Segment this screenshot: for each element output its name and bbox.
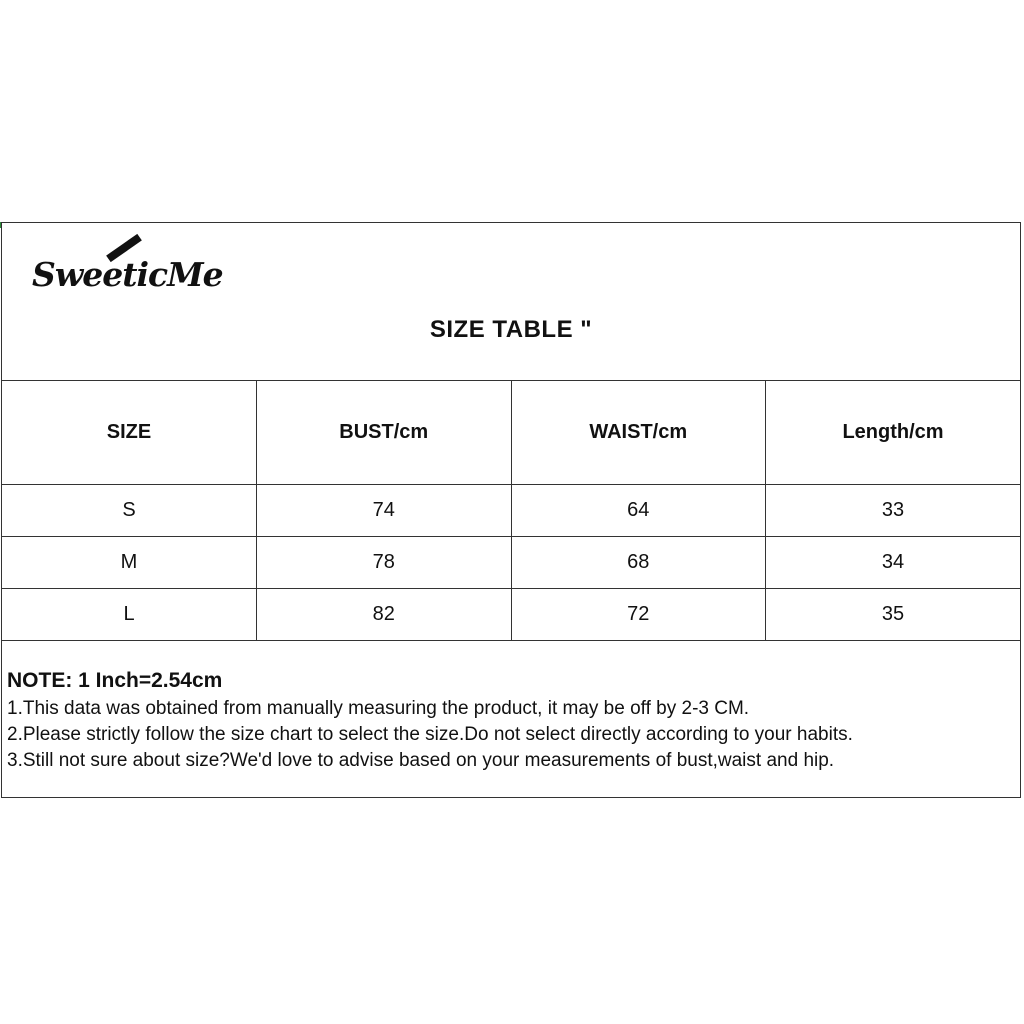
logo-text: SweeticMe bbox=[32, 255, 223, 294]
cell-length: 33 bbox=[766, 485, 1021, 537]
size-chart bbox=[1, 222, 1021, 798]
cell-size: M bbox=[2, 537, 257, 589]
table-header-row bbox=[2, 380, 1020, 485]
table-row bbox=[2, 589, 1020, 641]
cell-length: 35 bbox=[766, 589, 1021, 641]
brand-logo bbox=[32, 225, 232, 305]
note-title: NOTE: 1 Inch=2.54cm bbox=[7, 669, 223, 692]
table-row bbox=[2, 485, 1020, 537]
cell-bust: 78 bbox=[257, 537, 512, 589]
cell-waist: 68 bbox=[511, 537, 766, 589]
cell-waist: 72 bbox=[511, 589, 766, 641]
cell-length: 34 bbox=[766, 537, 1021, 589]
notes-section bbox=[7, 666, 1015, 774]
header-bust: BUST/cm bbox=[257, 380, 512, 485]
cell-bust: 74 bbox=[257, 485, 512, 537]
note-line: 3.Still not sure about size?We'd love to advise based on your measurements of bust,waist and hip. bbox=[7, 750, 835, 771]
cell-bust: 82 bbox=[257, 589, 512, 641]
header-length: Length/cm bbox=[766, 380, 1021, 485]
size-table bbox=[2, 380, 1020, 641]
cell-size: S bbox=[2, 485, 257, 537]
table-row bbox=[2, 537, 1020, 589]
header-size: SIZE bbox=[2, 380, 257, 485]
note-line: 1.This data was obtained from manually measuring the product, it may be off by 2-3 CM. bbox=[7, 698, 750, 719]
cell-size: L bbox=[2, 589, 257, 641]
header-waist: WAIST/cm bbox=[511, 380, 766, 485]
chart-header bbox=[2, 223, 1020, 381]
page-title: SIZE TABLE " bbox=[429, 316, 593, 343]
note-line: 2.Please strictly follow the size chart to select the size.Do not select directly according to your habits. bbox=[7, 724, 853, 745]
cell-waist: 64 bbox=[511, 485, 766, 537]
